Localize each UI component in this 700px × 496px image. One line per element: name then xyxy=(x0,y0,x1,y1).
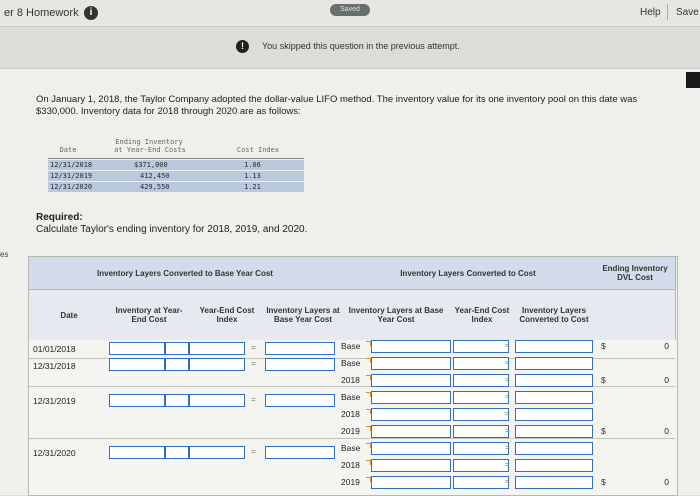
layers-base-input[interactable] xyxy=(265,342,335,355)
equals-sign: = xyxy=(251,359,256,368)
save-button[interactable]: Save xyxy=(676,7,699,18)
required-text: Calculate Taylor's ending inventory for 2018, 2019, and 2020. xyxy=(36,224,308,235)
col-cost-index-2: Year-End Cost Index xyxy=(451,289,514,340)
cost-index-input[interactable] xyxy=(189,446,245,459)
date-label: 12/31/2019 xyxy=(33,396,76,406)
col-date: Date xyxy=(29,289,110,340)
layer-label: 2019 xyxy=(341,426,360,436)
equals-sign: = xyxy=(505,358,510,367)
inventory-data-table xyxy=(48,136,304,192)
data-col-ending-1: Ending Inventory xyxy=(115,138,183,146)
layer-cost-index-input[interactable] xyxy=(453,357,509,370)
dollar-sign: $ xyxy=(601,477,606,487)
row-corner-marker xyxy=(366,341,371,346)
dollar-sign: $ xyxy=(601,341,606,351)
assignment-title: er 8 Homework xyxy=(4,7,79,19)
inventory-year-end-input-b[interactable] xyxy=(165,342,189,355)
cost-index-input[interactable] xyxy=(189,394,245,407)
layer-base-cost-input[interactable] xyxy=(371,357,451,370)
col-inventory-year-end: Inventory at Year-End Cost xyxy=(109,289,190,340)
layer-cost-index-input[interactable] xyxy=(453,459,509,472)
equals-sign: = xyxy=(505,409,510,418)
ending-total-2019: 0 xyxy=(664,426,669,436)
layer-label: Base xyxy=(341,341,361,351)
equals-sign: = xyxy=(505,426,510,435)
help-button[interactable]: Help xyxy=(640,7,661,18)
question-marker xyxy=(686,72,700,88)
date-label: 01/01/2018 xyxy=(33,344,76,354)
layer-base-cost-input[interactable] xyxy=(371,391,451,404)
equals-sign: = xyxy=(505,477,510,486)
row-corner-marker xyxy=(366,392,371,397)
data-col-date: Date xyxy=(59,146,77,154)
layer-cost-index-input[interactable] xyxy=(453,391,509,404)
data-col-ending-2: at Year-End Costs xyxy=(114,146,186,154)
inventory-year-end-input[interactable] xyxy=(109,446,165,459)
top-bar xyxy=(0,0,700,27)
layer-cost-index-input[interactable] xyxy=(453,442,509,455)
row-corner-marker xyxy=(366,443,371,448)
layer-label: Base xyxy=(341,443,361,453)
inventory-year-end-input[interactable] xyxy=(109,394,165,407)
layer-base-cost-input[interactable] xyxy=(371,374,451,387)
row-corner-marker xyxy=(366,426,371,431)
row-corner-marker xyxy=(366,409,371,414)
col-converted-cost: Inventory Layers Converted to Cost xyxy=(513,289,596,340)
layer-label: Base xyxy=(341,358,361,368)
layer-cost-index-input[interactable] xyxy=(453,476,509,489)
data-row xyxy=(48,160,304,170)
group-header-base-year: Inventory Layers Converted to Base Year Cost xyxy=(29,257,342,289)
layer-cost-index-input[interactable] xyxy=(453,374,509,387)
layer-base-cost-input[interactable] xyxy=(371,476,451,489)
layers-base-input[interactable] xyxy=(265,358,335,371)
layer-converted-cost-input[interactable] xyxy=(515,408,593,421)
layer-base-cost-input[interactable] xyxy=(371,340,451,353)
layer-label: Base xyxy=(341,392,361,402)
skipped-notice-text: You skipped this question in the previous attempt. xyxy=(262,40,460,51)
layers-base-input[interactable] xyxy=(265,446,335,459)
data-row-date: 12/31/2019 xyxy=(50,172,93,180)
layer-cost-index-input[interactable] xyxy=(453,425,509,438)
data-row-cost: 412,450 xyxy=(140,172,170,180)
col-layers-base: Inventory Layers at Base Year Cost xyxy=(265,289,342,340)
data-col-index: Cost Index xyxy=(236,146,280,154)
equals-sign: = xyxy=(505,341,510,350)
data-row-date: 12/31/2020 xyxy=(50,183,93,191)
row-corner-marker xyxy=(366,358,371,363)
layer-label: 2018 xyxy=(341,375,360,385)
col-ending-dvl xyxy=(595,289,676,340)
problem-statement: On January 1, 2018, the Taylor Company adopted the dollar-value LIFO method. The inventory value for its one inventory pool on this date was $330,000. Inventory data for 2018 through 2020 are as follows: xyxy=(36,94,638,117)
layer-base-cost-input[interactable] xyxy=(371,408,451,421)
equals-sign: = xyxy=(251,343,256,352)
alert-icon: ! xyxy=(236,40,249,53)
inventory-year-end-input[interactable] xyxy=(109,342,165,355)
date-label: 12/31/2020 xyxy=(33,448,76,458)
toolbar-divider xyxy=(667,4,668,20)
inventory-year-end-input-b[interactable] xyxy=(165,446,189,459)
side-marker: es xyxy=(0,250,9,259)
data-table-header xyxy=(48,136,304,159)
dollar-sign: $ xyxy=(601,426,606,436)
equals-sign: = xyxy=(251,395,256,404)
inventory-year-end-input-b[interactable] xyxy=(165,394,189,407)
date-label: 12/31/2018 xyxy=(33,361,76,371)
col-cost-index: Year-End Cost Index xyxy=(189,289,266,340)
row-corner-marker xyxy=(366,477,371,482)
equals-sign: = xyxy=(505,443,510,452)
dollar-sign: $ xyxy=(601,375,606,385)
equals-sign: = xyxy=(251,447,256,456)
data-row-date: 12/31/2018 xyxy=(50,161,93,169)
equals-sign: = xyxy=(505,460,510,469)
data-row-index: 1.13 xyxy=(244,172,261,180)
layer-converted-cost-input[interactable] xyxy=(515,374,593,387)
data-row-cost: 429,550 xyxy=(140,183,170,191)
layer-converted-cost-input[interactable] xyxy=(515,442,593,455)
layer-base-cost-input[interactable] xyxy=(371,442,451,455)
ending-total-2020: 0 xyxy=(664,477,669,487)
layer-label: 2018 xyxy=(341,460,360,470)
layer-label: 2018 xyxy=(341,409,360,419)
info-icon[interactable]: i xyxy=(84,6,98,20)
layer-converted-cost-input[interactable] xyxy=(515,425,593,438)
col-layers-base-2: Inventory Layers at Base Year Cost xyxy=(341,289,452,340)
layer-base-cost-input[interactable] xyxy=(371,459,451,472)
layer-base-cost-input[interactable] xyxy=(371,425,451,438)
row-corner-marker xyxy=(366,375,371,380)
inventory-year-end-input[interactable] xyxy=(109,358,165,371)
skipped-notice xyxy=(236,40,460,53)
equals-sign: = xyxy=(505,375,510,384)
group-header-ending: Ending Inventory DVL Cost xyxy=(595,257,676,289)
layer-converted-cost-input[interactable] xyxy=(515,357,593,370)
data-row-cost: $371,000 xyxy=(134,161,168,169)
layer-converted-cost-input[interactable] xyxy=(515,340,593,353)
layers-base-input[interactable] xyxy=(265,394,335,407)
layer-converted-cost-input[interactable] xyxy=(515,391,593,404)
equals-sign: = xyxy=(505,392,510,401)
required-section xyxy=(36,212,307,236)
layer-converted-cost-input[interactable] xyxy=(515,476,593,489)
layer-cost-index-input[interactable] xyxy=(453,340,509,353)
ending-total-2018-01: 0 xyxy=(664,341,669,351)
row-divider xyxy=(29,438,675,439)
cost-index-input[interactable] xyxy=(189,358,245,371)
cost-index-input[interactable] xyxy=(189,342,245,355)
data-row-index: 1.06 xyxy=(244,161,261,169)
data-row xyxy=(48,182,304,192)
row-corner-marker xyxy=(366,460,371,465)
layer-label: 2019 xyxy=(341,477,360,487)
inventory-year-end-input-b[interactable] xyxy=(165,358,189,371)
ending-total-2018: 0 xyxy=(664,375,669,385)
answer-table xyxy=(28,256,678,496)
layer-converted-cost-input[interactable] xyxy=(515,459,593,472)
data-row xyxy=(48,171,304,181)
saved-status-badge: Saved xyxy=(330,4,370,16)
group-header-converted: Inventory Layers Converted to Cost xyxy=(341,257,596,289)
required-heading: Required: xyxy=(36,212,83,223)
layer-cost-index-input[interactable] xyxy=(453,408,509,421)
data-row-index: 1.21 xyxy=(244,183,261,191)
